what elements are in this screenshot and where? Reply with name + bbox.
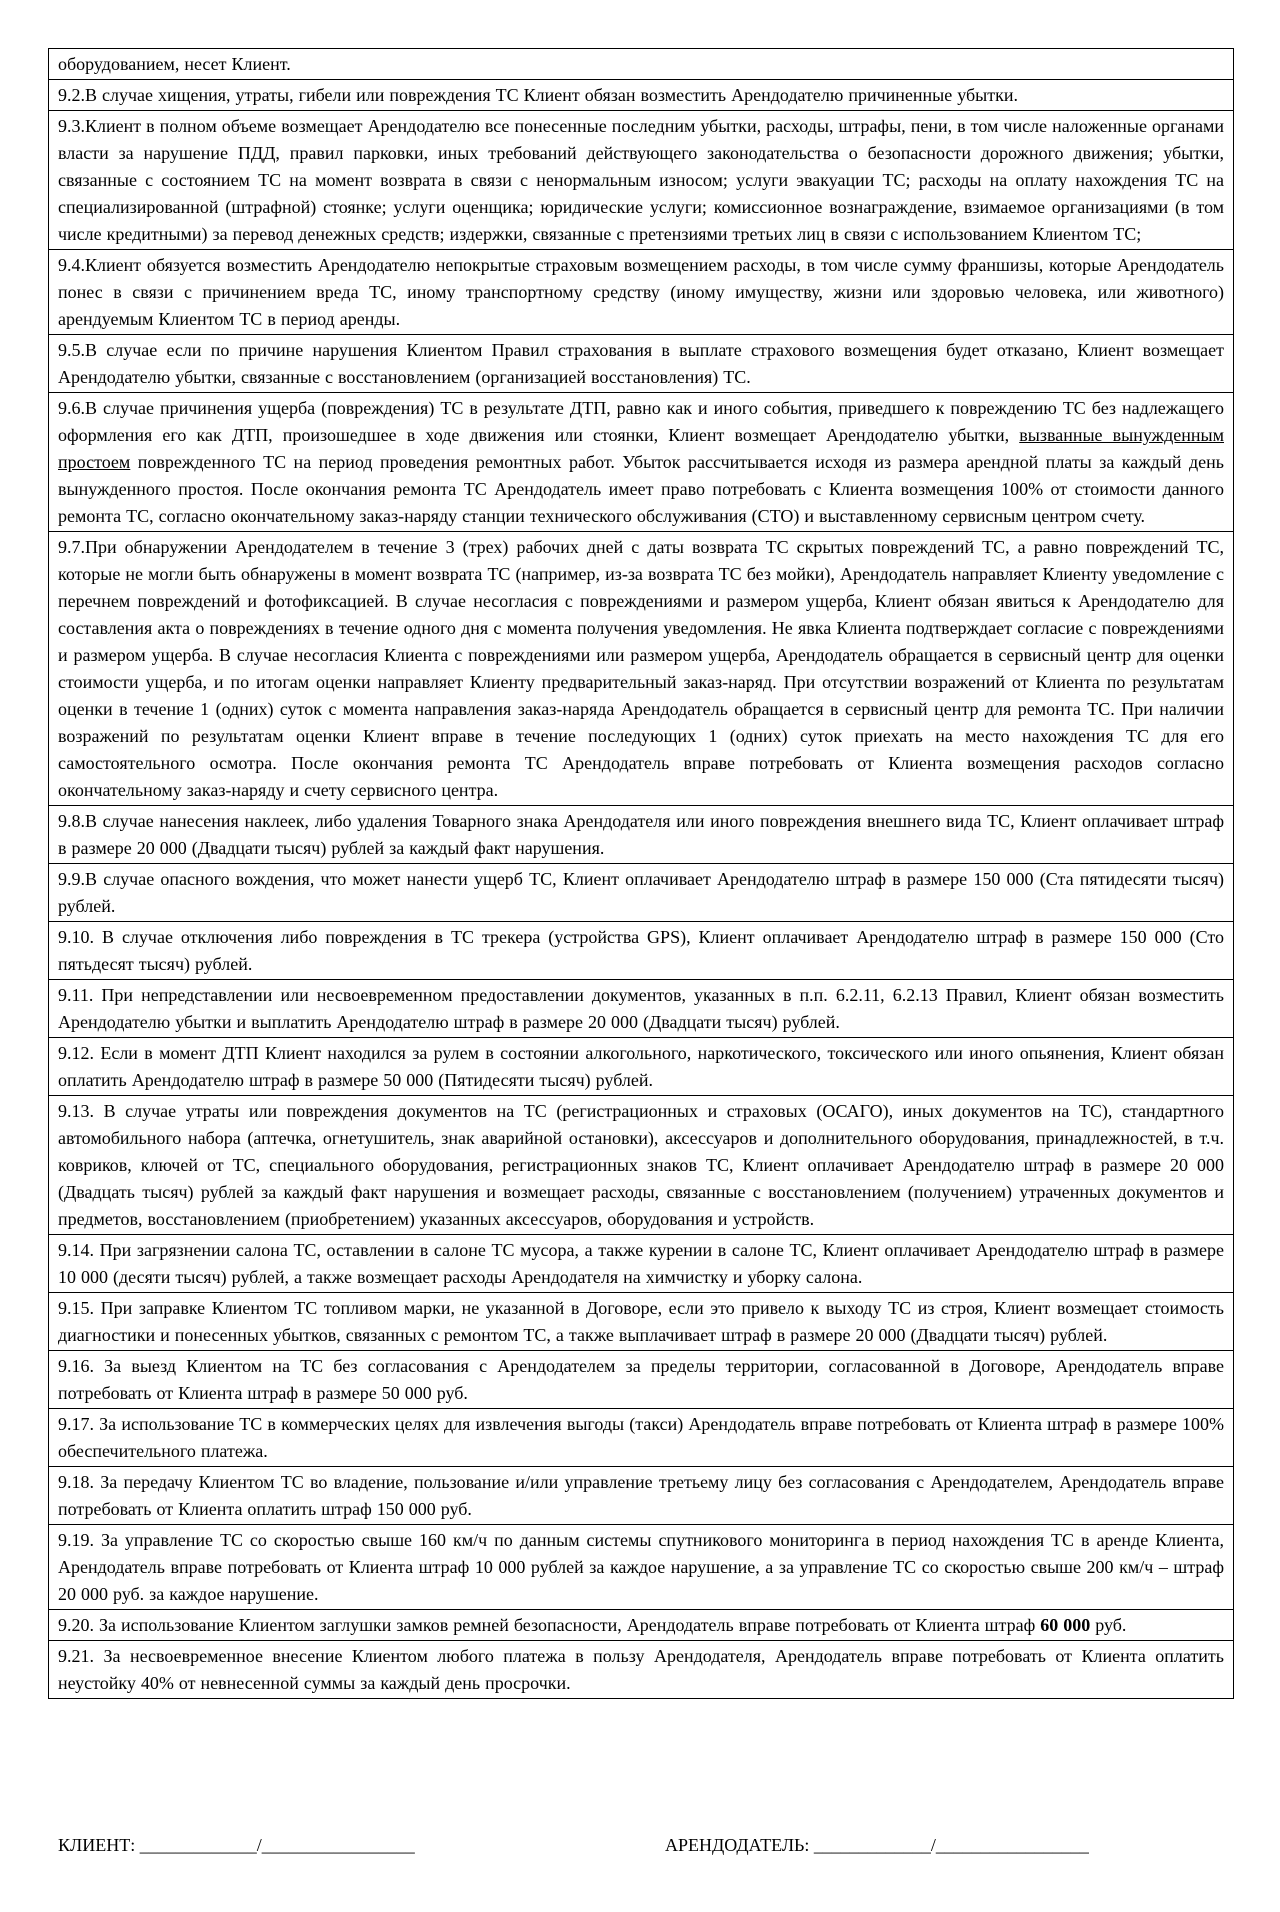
clause-text: 9.8.В случае нанесения наклеек, либо удаления Товарного знака Арендодателя или иного повреждения внешнего вида ТС, Клиент оплачивает штраф в размере 20 000 (Двадцати тысяч) рублей за каждый факт нарушения. — [49, 806, 1234, 864]
clause-row — [49, 49, 1234, 80]
clause-text-part: поврежденного ТС на период проведения ремонтных работ. Убыток рассчитывается исходя из размера арендной платы за каждый день вынужденного простоя. После окончания ремонта ТС Арендодатель имеет право потребовать с Клиента возмещения 100% от стоимости данного ремонта ТС, согласно окончательному заказ-наряду станции технического обслуживания (СТО) и выставленному сервисным центром счету. — [58, 452, 1224, 526]
clause-text: 9.19. За управление ТС со скоростью свыше 160 км/ч по данным системы спутникового мониторинга в период нахождения ТС в аренде Клиента, Арендодатель вправе потребовать от Клиента штраф 10 000 рублей за каждое нарушение, а за управление ТС со скоростью свыше 200 км/ч – штраф 20 000 руб. за каждое нарушение. — [49, 1525, 1234, 1610]
clause-row — [49, 864, 1234, 922]
clause-row — [49, 1038, 1234, 1096]
clause-text: 9.3.Клиент в полном объеме возмещает Арендодателю все понесенные последним убытки, расходы, штрафы, пени, в том числе наложенные органами власти за нарушение ПДД, правил парковки, иных требований действующего законодательства о безопасности дорожного движения; убытки, связанные с состоянием ТС на момент возврата в связи с ненормальным износом; услуги эвакуации ТС; расходы на оплату нахождения ТС на специализированной (штрафной) стоянке; услуги оценщика; юридические услуги; комиссионное вознаграждение, взимаемое организациями (в том числе кредитными) за перевод денежных средств; издержки, связанные с претензиями третьих лиц в связи с использованием Клиентом ТС; — [49, 111, 1234, 250]
client-signature-line: КЛИЕНТ: _____________/_________________ — [58, 1835, 415, 1855]
clause-row — [49, 806, 1234, 864]
clause-text: 9.16. За выезд Клиентом на ТС без согласования с Арендодателем за пределы территории, согласованной в Договоре, Арендодатель вправе потребовать от Клиента штраф в размере 50 000 руб. — [49, 1351, 1234, 1409]
clause-row — [49, 1467, 1234, 1525]
clause-row — [49, 1525, 1234, 1610]
clause-text: 9.12. Если в момент ДТП Клиент находился за рулем в состоянии алкогольного, наркотического, токсического или иного опьянения, Клиент обязан оплатить Арендодателю штраф в размере 50 000 (Пятидесяти тысяч) рублей. — [49, 1038, 1234, 1096]
clause-row — [49, 1096, 1234, 1235]
clause-row — [49, 80, 1234, 111]
clause-row — [49, 922, 1234, 980]
clause-row — [49, 1351, 1234, 1409]
clause-text: 9.9.В случае опасного вождения, что может нанести ущерб ТС, Клиент оплачивает Арендодателю штраф в размере 150 000 (Ста пятидесяти тысяч) рублей. — [49, 864, 1234, 922]
clause-text: оборудованием, несет Клиент. — [49, 49, 1234, 80]
clause-text: 9.7.При обнаружении Арендодателем в течение 3 (трех) рабочих дней с даты возврата ТС скрытых повреждений ТС, а равно повреждений ТС, которые не могли быть обнаружены в момент возврата ТС (например, из-за возврата ТС без мойки), Арендодатель направляет Клиенту уведомление с перечнем повреждений и фотофиксацией. В случае несогласия с повреждениями и размером ущерба, Клиент обязан явиться к Арендодателю для составления акта о повреждениях в течение одного дня с момента получения уведомления. Не явка Клиента подтверждает согласие с повреждениями и размером ущерба. В случае несогласия Клиента с повреждениями или размером ущерба, Арендодатель обращается в сервисный центр для оценки стоимости ущерба, и по итогам оценки направляет Клиенту предварительный заказ-наряд. При отсутствии возражений от Клиента по результатам оценки в течение 1 (одних) суток с момента направления заказ-наряда Арендодатель обращается в сервисный центр для ремонта ТС. При наличии возражений по результатам оценки Клиент вправе в течение последующих 1 (одних) суток приехать на место нахождения ТС для его самостоятельного осмотра. После окончания ремонта ТС Арендодатель вправе потребовать от Клиента возмещения расходов согласно окончательному заказ-наряду и счету сервисного центра. — [49, 532, 1234, 806]
lessor-signature-line: АРЕНДОДАТЕЛЬ: _____________/_________________ — [665, 1835, 1089, 1855]
clause-row — [49, 1409, 1234, 1467]
clause-text: 9.4.Клиент обязуется возместить Арендодателю непокрытые страховым возмещением расходы, в том числе сумму франшизы, которые Арендодатель понес в связи с причинением вреда ТС, иному транспортному средству (иному имуществу, жизни или здоровью человека, или животного) арендуемым Клиентом ТС в период аренды. — [49, 250, 1234, 335]
clause-text-part: 9.6.В случае причинения ущерба (повреждения) ТС в результате ДТП, равно как и иного события, приведшего к повреждению ТС без надлежащего оформления его как ДТП, произошедшее в ходе движения или стоянки, Клиент возмещает Арендодателю убытки, — [58, 398, 1224, 445]
clause-row — [49, 250, 1234, 335]
clause-cell — [49, 1610, 1234, 1641]
clause-row — [49, 1610, 1234, 1641]
clause-text: 9.17. За использование ТС в коммерческих целях для извлечения выгоды (такси) Арендодатель вправе потребовать от Клиента штраф в размере 100% обеспечительного платежа. — [49, 1409, 1234, 1467]
clause-text-part: руб. — [1090, 1615, 1127, 1635]
clause-text: 9.2.В случае хищения, утраты, гибели или повреждения ТС Клиент обязан возместить Арендодателю причиненные убытки. — [49, 80, 1234, 111]
clause-row — [49, 1641, 1234, 1699]
clause-row — [49, 335, 1234, 393]
clause-text: 9.18. За передачу Клиентом ТС во владение, пользование и/или управление третьему лицу без согласования с Арендодателем, Арендодатель вправе потребовать от Клиента оплатить штраф 150 000 руб. — [49, 1467, 1234, 1525]
clause-row — [49, 1293, 1234, 1351]
terms-table — [48, 48, 1234, 1699]
clause-text: 9.15. При заправке Клиентом ТС топливом марки, не указанной в Договоре, если это привело к выходу ТС из строя, Клиент возмещает стоимость диагностики и понесенных убытков, связанных с ремонтом ТС, а также выплачивает штраф в размере 20 000 (Двадцати тысяч) рублей. — [49, 1293, 1234, 1351]
clause-row — [49, 393, 1234, 532]
clause-row — [49, 1235, 1234, 1293]
clause-text-part: 9.20. За использование Клиентом заглушки замков ремней безопасности, Арендодатель вправе потребовать от Клиента штраф — [58, 1615, 1041, 1635]
clause-text: 9.21. За несвоевременное внесение Клиентом любого платежа в пользу Арендодателя, Арендодатель вправе потребовать от Клиента оплатить неустойку 40% от невнесенной суммы за каждый день просрочки. — [49, 1641, 1234, 1699]
clause-text: 9.13. В случае утраты или повреждения документов на ТС (регистрационных и страховых (ОСАГО), иных документов на ТС), стандартного автомобильного набора (аптечка, огнетушитель, знак аварийной остановки), аксессуаров и дополнительного оборудования, принадлежностей, в т.ч. ковриков, ключей от ТС, специального оборудования, регистрационных знаков ТС, Клиент оплачивает Арендодателю штраф в размере 20 000 (Двадцать тысяч) рублей за каждый факт нарушения и возмещает расходы, связанные с восстановлением (получением) утраченных документов и предметов, восстановлением (приобретением) указанных аксессуаров, оборудования и устройств. — [49, 1096, 1234, 1235]
clause-text: 9.10. В случае отключения либо повреждения в ТС трекера (устройства GPS), Клиент оплачивает Арендодателю штраф в размере 150 000 (Сто пятьдесят тысяч) рублей. — [49, 922, 1234, 980]
clause-cell — [49, 393, 1234, 532]
clause-text-underlined: вызванные вынужденным простоем — [58, 425, 1224, 472]
clause-row — [49, 532, 1234, 806]
clause-text-bold: 60 000 — [1040, 1615, 1091, 1635]
clause-row — [49, 980, 1234, 1038]
clause-row — [49, 111, 1234, 250]
clause-text: 9.11. При непредставлении или несвоевременном предоставлении документов, указанных в п.п. 6.2.11, 6.2.13 Правил, Клиент обязан возместить Арендодателю убытки и выплатить Арендодателю штраф в размере 20 000 (Двадцати тысяч) рублей. — [49, 980, 1234, 1038]
clause-text: 9.5.В случае если по причине нарушения Клиентом Правил страхования в выплате страхового возмещения будет отказано, Клиент возмещает Арендодателю убытки, связанные с восстановлением (организацией восстановления) ТС. — [49, 335, 1234, 393]
clause-text: 9.14. При загрязнении салона ТС, оставлении в салоне ТС мусора, а также курении в салоне ТС, Клиент оплачивает Арендодателю штраф в размере 10 000 (десяти тысяч) рублей, а также возмещает расходы Арендодателя на химчистку и уборку салона. — [49, 1235, 1234, 1293]
